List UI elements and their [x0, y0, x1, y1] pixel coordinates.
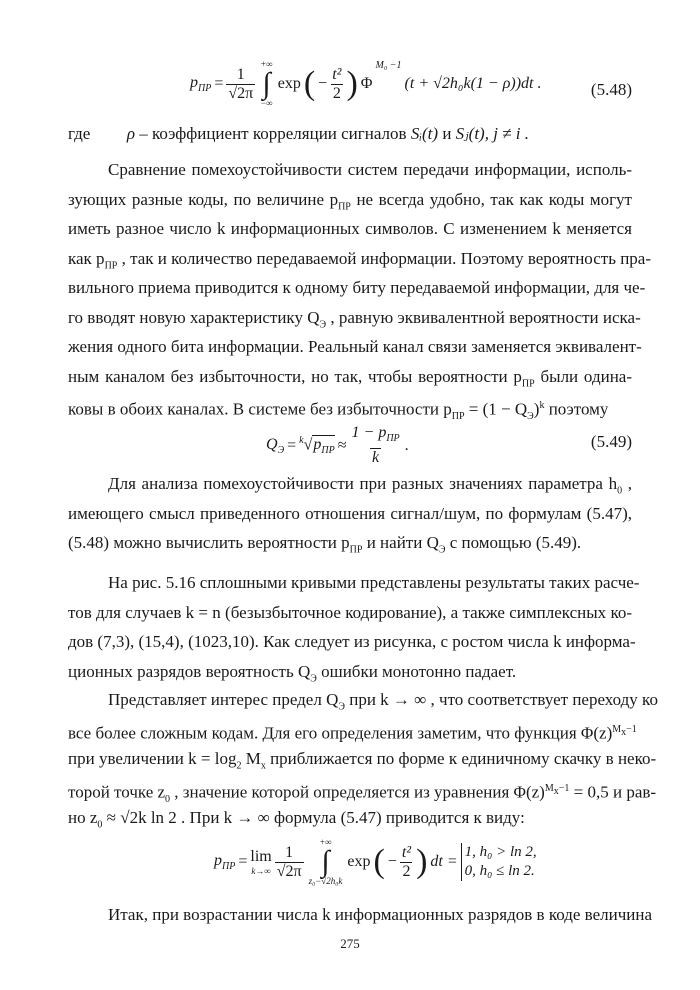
where-line: где ρ – коэффициент корреляции сигналов Sᵢ(t) и Sⱼ(t), j ≠ i . [68, 124, 529, 143]
text-line: зующих разные коды, по величине $p_{ПР}$ не всегда удобно, так как коды могут [68, 189, 632, 212]
text-line: Представляет интерес предел $Q_Э$ при k → ∞ , что соответствует переходу ко [108, 690, 658, 713]
equation-limit: $p_{ПР}$ = lim k→∞ $\frac{1}{√2\pi}$ +∞ ∫ z₀−√2h₀k exp ( − $\frac{\text{t²}}{2}$ ) dt = 1, h₀ > ln 2, 0, h₀ ≤ ln 2. [214, 837, 537, 886]
text-line: Итак, при возрастании числа k информационных разрядов в коде величина [108, 905, 653, 924]
page-number: 275 [340, 936, 360, 951]
text-line: Для анализа помехоустойчивости при разных значениях параметра $h_0$ , [108, 474, 633, 497]
text-line: го вводят новую характеристику $Q_Э$ , равную эквивалентной вероятности иска- [68, 307, 641, 330]
text-line: при увеличении $k = \log_2 M_x$ приближается по форме к единичному скачку в неко- [68, 749, 657, 772]
text-line: ковы в обоих каналах. В системе без избыточности $p_{ПР} = (1 - Q_Э)^k$ поэтому [68, 399, 609, 423]
cases-brace: 1, h₀ > ln 2, 0, h₀ ≤ ln 2. [461, 843, 537, 881]
text-line: иметь разное число k информационных символов. С изменением k меняется [68, 219, 632, 238]
text-line: Сравнение помехоустойчивости систем передачи информации, исполь- [108, 160, 632, 179]
text-line: имеющего смысл приведенного отношения сигнал/шум, по формулам (5.47), [68, 503, 632, 523]
equation-5-48: $p_{ПР}$ = $\frac{1}{√2\pi}$ +∞ ∫ −∞ exp ( − $\frac{\text{t²}}{2}$ ) Φ M₀ −1 (t + √2h₀k(1 − ρ))dt . [190, 59, 542, 108]
text-line: все более сложным кодам. Для его определения заметим, что функция $\Phi(z)^{M_x-1}$ [68, 723, 637, 743]
integral-sign: +∞ ∫ −∞ [260, 59, 273, 108]
text-line: дов (7,3), (15,4), (1023,10). Как следует из рисунка, с ростом числа k информа- [68, 632, 636, 651]
text-line: ционных разрядов вероятность $Q_Э$ ошибки монотонно падает. [68, 661, 517, 684]
text-line: ным каналом без избыточности, но так, чтобы вероятности $p_{ПР}$ были одина- [68, 366, 632, 389]
coefficient-fraction: $\frac{1}{√2\pi}$ [228, 65, 254, 102]
text-line: тов для случаев k = n (безызбыточное кодирование), а также симплексных ко- [68, 602, 632, 622]
equation-5-49: $Q_Э$ = $^k√p_{ПР}$ ≈ $\frac{1 - p_{ПР}}{k}$ . [266, 424, 409, 467]
text-line: вильного приема приводится к одному биту передаваемой информации, для че- [68, 278, 646, 297]
equation-number-5-48: (5.48) [590, 80, 632, 99]
text-line: (5.48) можно вычислить вероятности $p_{ПР}$ и найти $Q_Э$ с помощью (5.49). [68, 533, 582, 556]
text-line: торой точке $z_0$ , значение которой определяется из уравнения $\Phi(z)^{M_x-1} = 0,5$ и рав- [68, 782, 657, 805]
text-line: На рис. 5.16 сплошными кривыми представлены результаты таких расче- [108, 573, 640, 592]
text-line: жения одного бита информации. Реальный канал связи заменяется эквивалент- [68, 337, 642, 356]
text-line: как $p_{ПР}$ , так и количество передаваемой информации. Поэтому вероятность пра- [68, 248, 652, 271]
text-line: но $z_0 \approx √2k$ ln 2 . При k → ∞ формула (5.47) приводится к виду: [68, 808, 525, 831]
equation-number-5-49: (5.49) [590, 432, 632, 451]
